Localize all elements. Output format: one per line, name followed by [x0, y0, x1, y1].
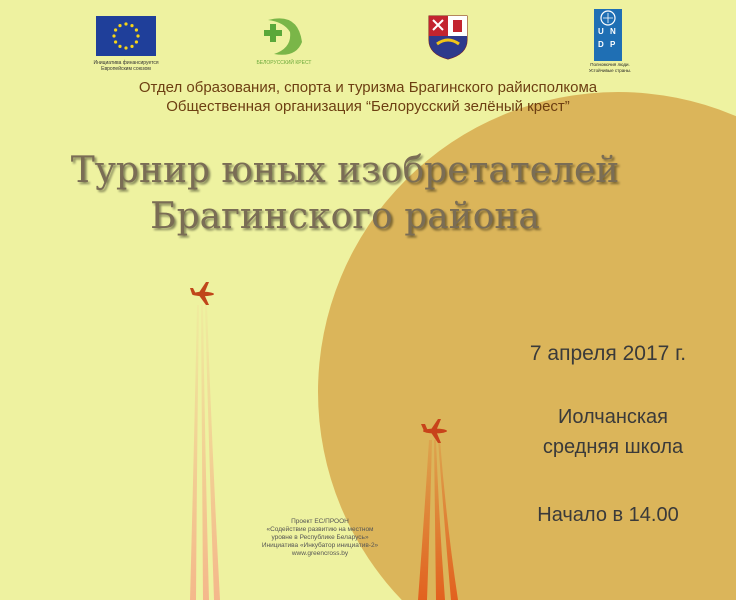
organizer-line-2: Общественная организация “Белорусский зелёный крест” [166, 98, 570, 115]
left-airplane-icon [190, 282, 214, 305]
green-cross-caption: БЕЛОРУССКИЙ КРЕСТ [256, 60, 312, 66]
left-contrail [190, 305, 220, 600]
right-airplane-icon [421, 419, 447, 443]
undp-letter-u: U [598, 27, 604, 36]
eu-flag-icon [96, 16, 156, 56]
right-contrail [418, 440, 458, 600]
title-line-1: Турнир юных изобретателей [70, 150, 620, 191]
undp-letter-n: N [610, 27, 616, 36]
project-note-line-3: уровне в Республике Беларусь» [271, 534, 369, 541]
venue-line-1: Иолчанская [557, 406, 669, 428]
start-time: Начало в 14.00 [537, 504, 679, 526]
project-note-line-4: Инициатива «Инкубатор инициатив-2» [261, 542, 379, 549]
eu-caption: Инициатива финансируется Европейским союзом [93, 60, 159, 72]
venue-line-2: средняя школа [542, 436, 684, 458]
project-note-line-2: «Содействие развитию на местном [266, 526, 374, 533]
undp-letter-p: P [610, 40, 616, 49]
event-date: 7 апреля 2017 г. [529, 342, 687, 365]
project-note-website: www.greencross.by [291, 550, 349, 557]
undp-caption: Полномочия люди. Устойчивые страны. [588, 62, 632, 73]
coat-of-arms-icon [425, 14, 471, 60]
undp-letter-d: D [598, 40, 604, 49]
title-line-2: Брагинского района [150, 196, 540, 237]
organizer-line-1: Отдел образования, спорта и туризма Брагинского райисполкома [138, 79, 598, 96]
project-note [230, 518, 410, 558]
undp-logo-icon [594, 9, 622, 61]
event-venue [500, 402, 726, 462]
green-cross-logo-icon [258, 14, 306, 66]
event-title [20, 148, 670, 240]
project-note-line-1: Проект ЕС/ПРООН [291, 518, 349, 525]
organizer-lines [0, 78, 736, 116]
